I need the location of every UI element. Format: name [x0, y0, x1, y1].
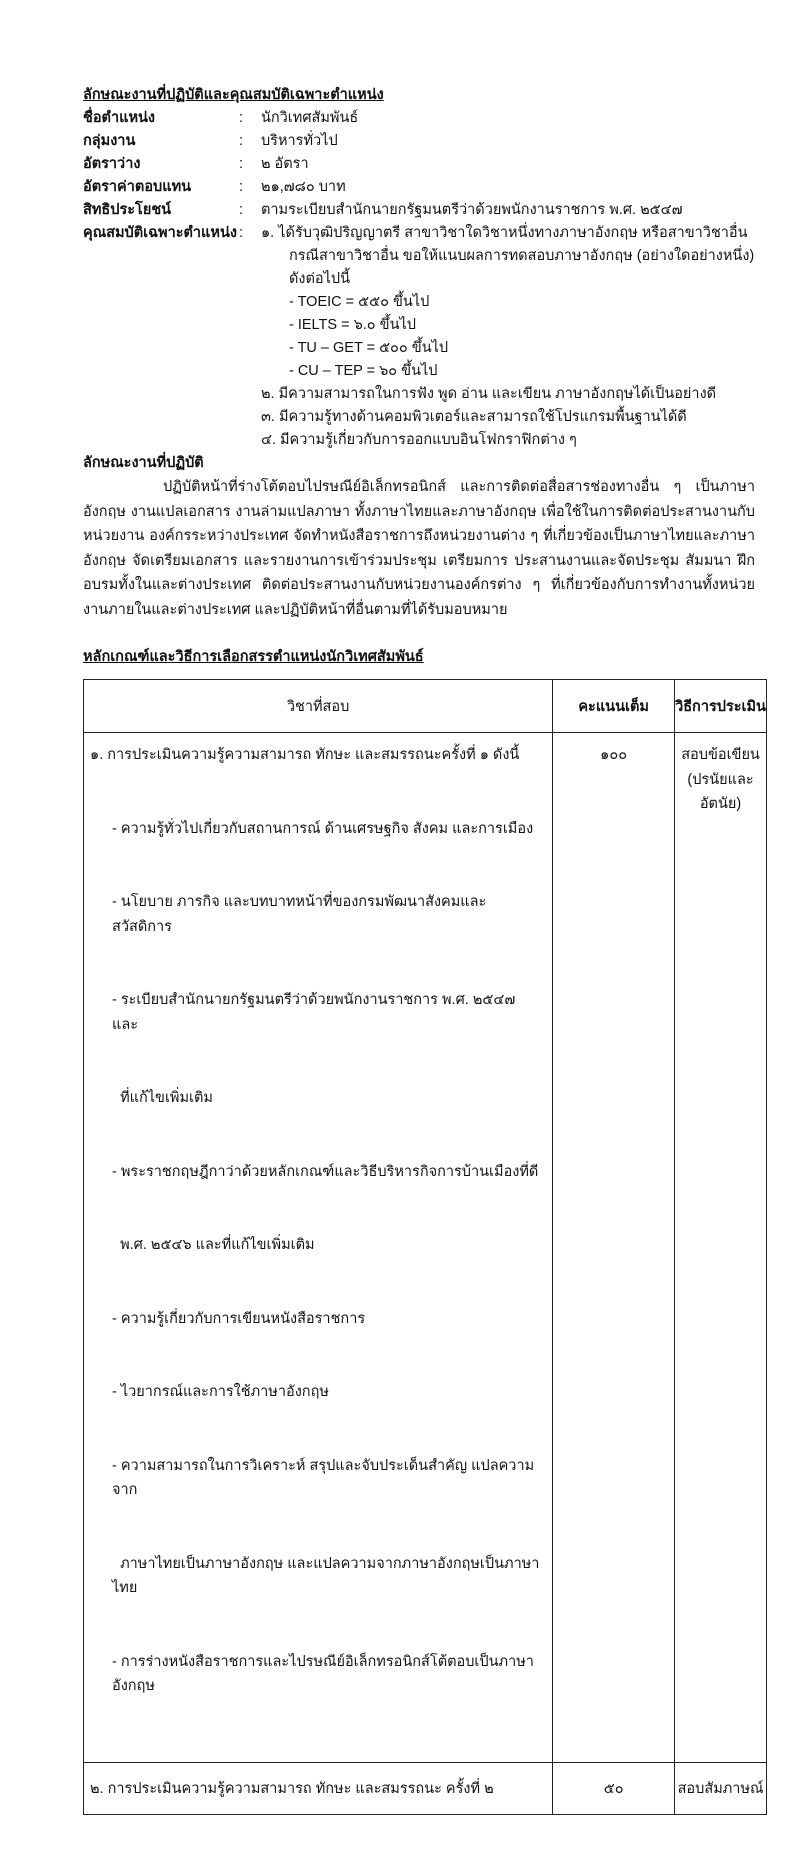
duties-paragraph: ปฏิบัติหน้าที่ร่างโต้ตอบไปรษณีย์อิเล็กทรอนิกส์ และการติดต่อสื่อสารช่องทางอื่น ๆ เป็นภาษาอังกฤษ งานแปลเอกสาร งานล่ามแปลภาษา ทั้งภาษาไทยและภาษาอังกฤษ เพื่อใช้ในการติดต่อประสานงานกับหน่วยงาน องค์กรระหว่างประเทศ จัดทำหนังสือราชการถึงหน่วยงานต่าง ๆ ที่เกี่ยวข้องเป็นภาษาไทยและภาษาอังกฤษ จัดเตรียมเอกสาร และรายงานการเข้าร่วมประชุม เตรียมการ ประสานงานและจัดประชุม สัมมนา ฝึกอบรมทั้งในและต่างประเทศ ติดต่อประสานงานกับหน่วยงานองค์กรต่าง ๆ ที่เกี่ยวข้องกับการทำงานทั้งหน่วยงานภายในและต่างประเทศ และปฏิบัติหน้าที่อื่นตามที่ได้รับมอบหมาย [83, 479, 755, 618]
qualification-list [261, 222, 767, 452]
qualification-line: - TU – GET = ๕๐๐ ขึ้นไป [288, 340, 449, 356]
field-value-position-name: นักวิเทศสัมพันธ์ [260, 110, 359, 126]
field-label: อัตราค่าตอบแทน [83, 179, 192, 195]
qualification-line: ๑. ได้รับวุฒิปริญญาตรี สาขาวิชาใดวิชาหนึ่งทางภาษาอังกฤษ หรือสาขาวิชาอื่น [260, 225, 748, 241]
field-value-salary: ๒๑,๗๘๐ บาท [260, 179, 346, 195]
section-heading-selection-criteria: หลักเกณฑ์และวิธีการเลือกสรรตำแหน่งนักวิเทศสัมพันธ์ [83, 649, 424, 665]
field-value-vacancies: ๒ อัตรา [260, 156, 309, 172]
field-colon: : [238, 225, 243, 241]
field-label: สิทธิประโยชน์ [83, 202, 172, 218]
field-label: กลุ่มงาน [83, 133, 136, 149]
qualification-line: ๓. มีความรู้ทางด้านคอมพิวเตอร์และสามารถใช้โปรแกรมพื้นฐานได้ดี [260, 409, 687, 425]
qualification-line: - CU – TEP = ๖๐ ขึ้นไป [288, 363, 438, 379]
table-header-row [84, 680, 767, 733]
header-method: วิธีการประเมิน [675, 680, 767, 733]
list-item: ที่แก้ไขเพิ่มเติม [112, 1090, 213, 1106]
method-line: สอบข้อเขียน [681, 747, 760, 763]
list-item: - ความรู้ทั่วไปเกี่ยวกับสถานการณ์ ด้านเศรษฐกิจ สังคม และการเมือง [112, 820, 534, 837]
field-value-work-group: บริหารทั่วไป [260, 133, 338, 149]
qualification-line: ดังต่อไปนี้ [288, 271, 350, 287]
list-item: - ความสามารถในการวิเคราะห์ สรุปและจับประเด็นสำคัญ แปลความจาก [112, 1457, 535, 1498]
field-colon: : [238, 110, 243, 126]
selection-criteria-table [83, 679, 767, 1815]
row-items [90, 768, 544, 1748]
header-full-score: คะแนนเต็ม [553, 680, 675, 733]
qualification-line: - IELTS = ๖.๐ ขึ้นไป [288, 317, 416, 333]
qualification-line: ๔. มีความรู้เกี่ยวกับการออกแบบอินโฟกราฟิกต่าง ๆ [260, 432, 577, 448]
field-value-benefits: ตามระเบียบสำนักนายกรัฐมนตรีว่าด้วยพนักงานราชการ พ.ศ. ๒๕๔๗ [260, 202, 683, 218]
full-score: ๑๐๐ [553, 733, 675, 1763]
list-item: - ความรู้เกี่ยวกับการเขียนหนังสือราชการ [112, 1310, 366, 1327]
list-item: - ไวยากรณ์และการใช้ภาษาอังกฤษ [112, 1384, 329, 1400]
field-colon: : [238, 202, 243, 218]
field-colon: : [238, 179, 243, 195]
field-label: คุณสมบัติเฉพาะตำแหน่ง [83, 225, 237, 241]
row-title: ๒. การประเมินความรู้ความสามารถ ทักษะ และสมรรถนะ ครั้งที่ ๒ [84, 1762, 553, 1814]
method-line: สอบสัมภาษณ์ [675, 1762, 767, 1814]
section-heading-duties: ลักษณะงานที่ปฏิบัติ [83, 455, 204, 471]
full-score: ๕๐ [553, 1762, 675, 1814]
table-row [84, 733, 767, 1763]
qualification-line: - TOEIC = ๕๕๐ ขึ้นไป [288, 294, 430, 310]
qualification-line: กรณีสาขาวิชาอื่น ขอให้แนบผลการทดสอบภาษาอังกฤษ (อย่างใดอย่างหนึ่ง) [288, 248, 755, 264]
table-row [84, 1762, 767, 1814]
position-fields [83, 107, 767, 452]
list-item: - การร่างหนังสือราชการและไปรษณีย์อิเล็กทรอนิกส์โต้ตอบเป็นภาษาอังกฤษ [112, 1653, 534, 1694]
field-label: อัตราว่าง [83, 156, 141, 172]
field-colon: : [238, 156, 243, 172]
section-heading-duties-qualifications: ลักษณะงานที่ปฏิบัติและคุณสมบัติเฉพาะตำแหน่ง [83, 87, 384, 103]
field-colon: : [238, 133, 243, 149]
list-item: - นโยบาย ภารกิจ และบทบาทหน้าที่ของกรมพัฒนาสังคมและสวัสดิการ [112, 894, 487, 935]
field-label: ชื่อตำแหน่ง [83, 110, 156, 126]
qualification-line: ๒. มีความสามารถในการฟัง พูด อ่าน และเขียน ภาษาอังกฤษได้เป็นอย่างดี [260, 386, 717, 402]
list-item: พ.ศ. ๒๕๔๖ และที่แก้ไขเพิ่มเติม [112, 1237, 315, 1253]
list-item: - พระราชกฤษฎีกาว่าด้วยหลักเกณฑ์และวิธีบริหารกิจการบ้านเมืองที่ดี [112, 1163, 539, 1180]
list-item: - ระเบียบสำนักนายกรัฐมนตรีว่าด้วยพนักงานราชการ พ.ศ. ๒๕๔๗ และ [112, 992, 520, 1033]
method-line: (ปรนัยและอัตนัย) [687, 771, 754, 812]
row-title: ๑. การประเมินความรู้ความสามารถ ทักษะ และสมรรถนะครั้งที่ ๑ ดังนี้ [90, 747, 520, 763]
list-item: ภาษาไทยเป็นภาษาอังกฤษ และแปลความจากภาษาอังกฤษเป็นภาษาไทย [112, 1555, 540, 1596]
header-subject: วิชาที่สอบ [84, 680, 553, 733]
